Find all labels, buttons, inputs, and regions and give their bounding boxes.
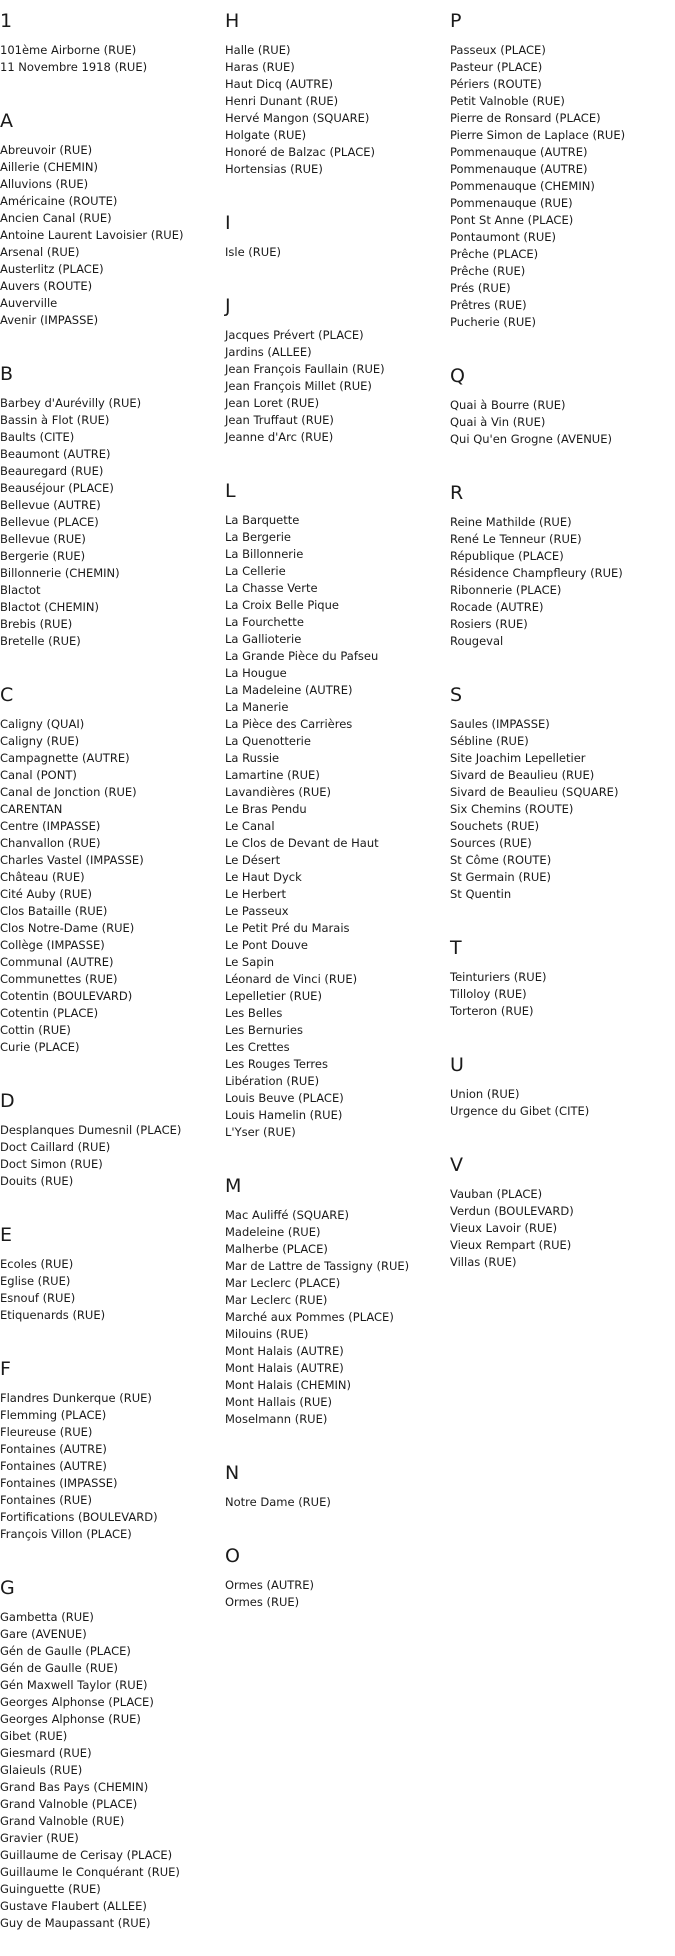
section-letter-heading: P [450,10,462,32]
street-link[interactable]: Jean François Millet (RUE) [225,379,372,393]
street-link[interactable]: Gustave Flaubert (ALLEE) [0,1899,147,1913]
street-link[interactable]: Périers (ROUTE) [450,77,542,91]
street-link[interactable]: Jean Truffaut (RUE) [225,413,334,427]
street-list [225,42,445,178]
street-link[interactable]: Sources (RUE) [450,836,532,850]
street-link[interactable]: Halle (RUE) [225,43,291,57]
street-link[interactable]: St Côme (ROUTE) [450,853,552,867]
street-link[interactable]: Eglise (RUE) [0,1274,71,1288]
street-link[interactable]: Clos Notre-Dame (RUE) [0,921,135,935]
street-link[interactable]: Les Belles [225,1006,283,1020]
street-link[interactable]: Résidence Champfleury (RUE) [450,566,623,580]
street-link[interactable]: Pont St Anne (PLACE) [450,213,574,227]
letter-section [450,481,670,674]
street-link[interactable]: La Fourchette [225,615,304,629]
street-list [0,1390,220,1543]
street-link[interactable]: Quai à Vin (RUE) [450,415,546,429]
street-link[interactable]: Rosiers (RUE) [450,617,528,631]
letter-section [225,1544,445,1635]
section-spacer [225,1141,445,1165]
street-link[interactable]: Hortensias (RUE) [225,162,323,176]
street-link[interactable]: Vauban (PLACE) [450,1187,543,1201]
section-letter-heading: F [0,1358,11,1380]
street-link[interactable]: Beauregard (RUE) [0,464,104,478]
street-list [450,716,670,903]
section-letter-heading: B [0,363,14,385]
street-list [0,1609,220,1932]
street-link[interactable]: Doct Simon (RUE) [0,1157,103,1171]
street-link[interactable]: Guinguette (RUE) [0,1882,101,1896]
street-link[interactable]: Vieux Lavoir (RUE) [450,1221,558,1235]
street-link[interactable]: Lamartine (RUE) [225,768,320,782]
letter-section [0,362,220,674]
street-link[interactable]: Beaumont (AUTRE) [0,447,111,461]
section-letter-heading: D [0,1090,15,1112]
street-link[interactable]: CARENTAN [0,802,63,816]
street-link[interactable]: La Billonnerie [225,547,304,561]
section-spacer [0,1932,220,1956]
section-letter-heading: T [450,937,462,959]
section-spacer [450,1120,670,1144]
street-link[interactable]: Georges Alphonse (PLACE) [0,1695,154,1709]
street-link[interactable]: Canal (PONT) [0,768,77,782]
street-list [450,42,670,331]
section-letter-heading: I [225,212,231,234]
street-link[interactable]: Le Désert [225,853,281,867]
letter-section [0,1223,220,1348]
street-link[interactable]: Fontaines (AUTRE) [0,1459,107,1473]
street-link[interactable]: Ancien Canal (RUE) [0,211,112,225]
street-link[interactable]: Gibet (RUE) [0,1729,68,1743]
street-link[interactable]: Libération (RUE) [225,1074,320,1088]
street-link[interactable]: Tilloloy (RUE) [450,987,527,1001]
street-link[interactable]: Les Bernuries [225,1023,303,1037]
street-link[interactable]: Campagnette (AUTRE) [0,751,130,765]
street-link[interactable]: Villas (RUE) [450,1255,517,1269]
street-link[interactable]: Austerlitz (PLACE) [0,262,104,276]
section-spacer [450,1271,670,1295]
street-link[interactable]: Fontaines (AUTRE) [0,1442,107,1456]
letter-section [0,1357,220,1567]
street-link[interactable]: Bassin à Flot (RUE) [0,413,110,427]
letter-section [225,1174,445,1452]
section-spacer [450,331,670,355]
street-link[interactable]: Jeanne d'Arc (RUE) [225,430,334,444]
street-link[interactable]: Chanvallon (RUE) [0,836,101,850]
section-letter-heading: J [225,295,231,317]
street-link[interactable]: Pucherie (RUE) [450,315,537,329]
street-link[interactable]: Abreuvoir (RUE) [0,143,93,157]
street-link[interactable]: Gén de Gaulle (PLACE) [0,1644,131,1658]
street-link[interactable]: Six Chemins (ROUTE) [450,802,574,816]
street-link[interactable]: Auvers (ROUTE) [0,279,93,293]
street-link[interactable]: Quai à Bourre (RUE) [450,398,566,412]
street-link[interactable]: Gén Maxwell Taylor (RUE) [0,1678,148,1692]
street-link[interactable]: René Le Tenneur (RUE) [450,532,582,546]
letter-section [450,1153,670,1295]
street-link[interactable]: Malherbe (PLACE) [225,1242,328,1256]
street-link[interactable]: Hervé Mangon (SQUARE) [225,111,370,125]
street-link[interactable]: Arsenal (RUE) [0,245,80,259]
street-link[interactable]: République (PLACE) [450,549,564,563]
street-link[interactable]: Sivard de Beaulieu (RUE) [450,768,595,782]
street-list [0,395,220,650]
street-link[interactable]: Gare (AVENUE) [0,1627,87,1641]
street-link[interactable]: Guy de Maupassant (RUE) [0,1916,151,1930]
street-link[interactable]: Ecoles (RUE) [0,1257,74,1271]
street-link[interactable]: Notre Dame (RUE) [225,1495,331,1509]
street-link[interactable]: Esnouf (RUE) [0,1291,76,1305]
street-link[interactable]: Pasteur (PLACE) [450,60,543,74]
street-link[interactable]: Fontaines (IMPASSE) [0,1476,118,1490]
street-index-column-2 [225,0,445,1635]
street-link[interactable]: Mar Leclerc (PLACE) [225,1276,341,1290]
street-link[interactable]: La Pièce des Carrières [225,717,353,731]
street-link[interactable]: Communettes (RUE) [0,972,118,986]
street-list [0,716,220,1056]
street-link[interactable]: Américaine (ROUTE) [0,194,118,208]
street-link[interactable]: Louis Beuve (PLACE) [225,1091,344,1105]
street-link[interactable]: Guillaume le Conquérant (RUE) [0,1865,180,1879]
street-link[interactable]: Jean Loret (RUE) [225,396,320,410]
street-link[interactable]: St Quentin [450,887,512,901]
letter-section [225,294,445,470]
street-link[interactable]: Mont Halais (CHEMIN) [225,1378,352,1392]
street-link[interactable]: Guillaume de Cerisay (PLACE) [0,1848,173,1862]
street-link[interactable]: Torteron (RUE) [450,1004,534,1018]
street-link[interactable]: Mont Halais (AUTRE) [225,1361,344,1375]
street-link[interactable]: La Madeleine (AUTRE) [225,683,353,697]
street-link[interactable]: La Croix Belle Pique [225,598,339,612]
street-link[interactable]: Souchets (RUE) [450,819,540,833]
street-link[interactable]: La Russie [225,751,280,765]
street-link[interactable]: Moselmann (RUE) [225,1412,328,1426]
letter-section [0,1089,220,1214]
street-link[interactable]: Pommenauque (AUTRE) [450,162,588,176]
street-link[interactable]: Vieux Rempart (RUE) [450,1238,572,1252]
street-link[interactable]: Barbey d'Aurévilly (RUE) [0,396,142,410]
street-list [0,1122,220,1190]
street-link[interactable]: Fleureuse (RUE) [0,1425,93,1439]
section-spacer [450,650,670,674]
letter-section [225,479,445,1165]
street-link[interactable]: Antoine Laurent Lavoisier (RUE) [0,228,184,242]
street-link[interactable]: Caligny (RUE) [0,734,80,748]
section-letter-heading: A [0,110,13,132]
street-link[interactable]: La Quenotterie [225,734,311,748]
street-link[interactable]: Le Pont Douve [225,938,309,952]
street-link[interactable]: Jacques Prévert (PLACE) [225,328,364,342]
street-link[interactable]: Lavandières (RUE) [225,785,332,799]
street-link[interactable]: Auverville [0,296,58,310]
street-link[interactable]: Mar Leclerc (RUE) [225,1293,328,1307]
street-link[interactable]: Holgate (RUE) [225,128,307,142]
street-link[interactable]: 101ème Airborne (RUE) [0,43,137,57]
street-link[interactable]: Château (RUE) [0,870,85,884]
letter-section [450,936,670,1044]
street-link[interactable]: Baults (CITE) [0,430,75,444]
section-spacer [225,178,445,202]
street-link[interactable]: Grand Bas Pays (CHEMIN) [0,1780,149,1794]
street-link[interactable]: Le Sapin [225,955,275,969]
street-link[interactable]: Alluvions (RUE) [0,177,89,191]
street-link[interactable]: Le Petit Pré du Marais [225,921,350,935]
street-link[interactable]: Communal (AUTRE) [0,955,114,969]
section-spacer [450,448,670,472]
street-link[interactable]: Etiquenards (RUE) [0,1308,106,1322]
street-link[interactable]: Verdun (BOULEVARD) [450,1204,574,1218]
letter-section [450,1053,670,1144]
street-link[interactable]: La Chasse Verte [225,581,318,595]
street-link[interactable]: Jardins (ALLEE) [225,345,312,359]
street-link[interactable]: Pommenauque (CHEMIN) [450,179,595,193]
street-link[interactable]: Desplanques Dumesnil (PLACE) [0,1123,182,1137]
street-link[interactable]: Urgence du Gibet (CITE) [450,1104,590,1118]
street-link[interactable]: L'Yser (RUE) [225,1125,296,1139]
street-link[interactable]: Prêche (PLACE) [450,247,539,261]
street-link[interactable]: Gravier (RUE) [0,1831,79,1845]
street-link[interactable]: Pontaumont (RUE) [450,230,557,244]
street-link[interactable]: Cotentin (PLACE) [0,1006,99,1020]
section-letter-heading: E [0,1224,13,1246]
section-letter-heading: C [0,684,14,706]
street-link[interactable]: Mac Auliffé (SQUARE) [225,1208,350,1222]
letter-section [450,9,670,355]
street-link[interactable]: Prêtres (RUE) [450,298,527,312]
street-link[interactable]: Blactot [0,583,41,597]
letter-section [0,683,220,1080]
section-letter-heading: V [450,1154,463,1176]
street-link[interactable]: La Gallioterie [225,632,302,646]
street-link[interactable]: Le Bras Pendu [225,802,307,816]
street-link[interactable]: Bellevue (AUTRE) [0,498,101,512]
street-list [450,1086,670,1120]
street-link[interactable]: Léonard de Vinci (RUE) [225,972,358,986]
street-link[interactable]: Ormes (AUTRE) [225,1578,315,1592]
street-link[interactable]: Reine Mathilde (RUE) [450,515,572,529]
street-link[interactable]: Cotentin (BOULEVARD) [0,989,133,1003]
street-link[interactable]: Prêche (RUE) [450,264,526,278]
street-link[interactable]: La Grande Pièce du Pafseu [225,649,379,663]
street-list [450,1186,670,1271]
street-link[interactable]: Rocade (AUTRE) [450,600,544,614]
section-letter-heading: S [450,684,463,706]
street-link[interactable]: Fontaines (RUE) [0,1493,92,1507]
street-link[interactable]: Blactot (CHEMIN) [0,600,99,614]
street-link[interactable]: La Cellerie [225,564,286,578]
section-letter-heading: M [225,1175,242,1197]
section-spacer [450,903,670,927]
street-link[interactable]: Mont Halais (AUTRE) [225,1344,344,1358]
street-link[interactable]: Fortifications (BOULEVARD) [0,1510,158,1524]
street-link[interactable]: Le Herbert [225,887,286,901]
section-letter-heading: L [225,480,236,502]
street-link[interactable]: Cité Auby (RUE) [0,887,93,901]
street-list [225,327,445,446]
street-link[interactable]: Bellevue (PLACE) [0,515,99,529]
street-link[interactable]: Saules (IMPASSE) [450,717,550,731]
street-index-column-3 [450,0,670,1295]
street-link[interactable]: Gén de Gaulle (RUE) [0,1661,118,1675]
street-link[interactable]: Le Clos de Devant de Haut [225,836,379,850]
street-list [450,969,670,1020]
street-link[interactable]: Ribonnerie (PLACE) [450,583,562,597]
letter-section [225,9,445,202]
section-spacer [225,1611,445,1635]
street-link[interactable]: La Manerie [225,700,289,714]
street-link[interactable]: Lepelletier (RUE) [225,989,322,1003]
street-link[interactable]: Pierre de Ronsard (PLACE) [450,111,601,125]
street-link[interactable]: Brebis (RUE) [0,617,73,631]
street-link[interactable]: Glaieuls (RUE) [0,1763,83,1777]
section-letter-heading: H [225,10,240,32]
section-spacer [0,1056,220,1080]
section-spacer [0,1190,220,1214]
street-link[interactable]: Louis Hamelin (RUE) [225,1108,343,1122]
letter-section [450,683,670,927]
street-link[interactable]: Mar de Lattre de Tassigny (RUE) [225,1259,410,1273]
street-link[interactable]: Sivard de Beaulieu (SQUARE) [450,785,619,799]
street-link[interactable]: Avenir (IMPASSE) [0,313,99,327]
section-letter-heading: Q [450,365,465,387]
street-link[interactable]: Clos Bataille (RUE) [0,904,108,918]
street-link[interactable]: Grand Valnoble (PLACE) [0,1797,138,1811]
street-link[interactable]: Haut Dicq (AUTRE) [225,77,334,91]
street-link[interactable]: Bellevue (RUE) [0,532,86,546]
letter-section [225,211,445,285]
street-list [450,397,670,448]
section-spacer [0,650,220,674]
street-link[interactable]: La Bergerie [225,530,291,544]
street-link[interactable]: Marché aux Pommes (PLACE) [225,1310,394,1324]
letter-section [450,364,670,472]
street-link[interactable]: Giesmard (RUE) [0,1746,92,1760]
street-list [225,1577,445,1611]
section-letter-heading: R [450,482,464,504]
street-link[interactable]: Curie (PLACE) [0,1040,80,1054]
section-spacer [225,1428,445,1452]
street-list [0,42,220,76]
street-link[interactable]: Ormes (RUE) [225,1595,300,1609]
street-list [450,514,670,650]
street-link[interactable]: Madeleine (RUE) [225,1225,321,1239]
section-spacer [225,261,445,285]
street-link[interactable]: Charles Vastel (IMPASSE) [0,853,144,867]
street-link[interactable]: Qui Qu'en Grogne (AVENUE) [450,432,612,446]
section-letter-heading: G [0,1577,15,1599]
street-list [0,1256,220,1324]
section-spacer [225,446,445,470]
letter-section [0,1576,220,1956]
street-link[interactable]: Prés (RUE) [450,281,511,295]
section-spacer [0,76,220,100]
letter-section [0,109,220,353]
street-link[interactable]: Pommenauque (RUE) [450,196,573,210]
street-link[interactable]: Petit Valnoble (RUE) [450,94,565,108]
street-link[interactable]: Georges Alphonse (RUE) [0,1712,141,1726]
street-link[interactable]: Gambetta (RUE) [0,1610,94,1624]
street-link[interactable]: Caligny (QUAI) [0,717,85,731]
street-link[interactable]: Henri Dunant (RUE) [225,94,339,108]
street-link[interactable]: Le Canal [225,819,275,833]
street-link[interactable]: Grand Valnoble (RUE) [0,1814,125,1828]
street-link[interactable]: Teinturiers (RUE) [450,970,547,984]
section-letter-heading: U [450,1054,464,1076]
street-link[interactable]: François Villon (PLACE) [0,1527,132,1541]
street-link[interactable]: Bergerie (RUE) [0,549,86,563]
street-link[interactable]: Collège (IMPASSE) [0,938,105,952]
street-link[interactable]: 11 Novembre 1918 (RUE) [0,60,148,74]
street-list [225,1207,445,1428]
street-list [225,512,445,1141]
street-link[interactable]: Centre (IMPASSE) [0,819,101,833]
street-link[interactable]: Douits (RUE) [0,1174,74,1188]
street-list [225,244,445,261]
street-link[interactable]: Pierre Simon de Laplace (RUE) [450,128,626,142]
street-link[interactable]: Canal de Jonction (RUE) [0,785,137,799]
street-link[interactable]: Pommenauque (AUTRE) [450,145,588,159]
street-link[interactable]: Site Joachim Lepelletier [450,751,586,765]
section-spacer [225,1511,445,1535]
street-link[interactable]: Flandres Dunkerque (RUE) [0,1391,152,1405]
street-link[interactable]: Beauséjour (PLACE) [0,481,114,495]
street-link[interactable]: Flemming (PLACE) [0,1408,107,1422]
street-link[interactable]: Le Haut Dyck [225,870,302,884]
letter-section [0,9,220,100]
section-letter-heading: N [225,1462,240,1484]
section-letter-heading: O [225,1545,240,1567]
street-link[interactable]: Aillerie (CHEMIN) [0,160,99,174]
street-index-column-1 [0,0,220,1956]
street-link[interactable]: Haras (RUE) [225,60,295,74]
street-link[interactable]: Le Passeux [225,904,289,918]
section-spacer [0,329,220,353]
street-link[interactable]: Mont Hallais (RUE) [225,1395,333,1409]
street-link[interactable]: Sébline (RUE) [450,734,529,748]
street-link[interactable]: Isle (RUE) [225,245,281,259]
street-link[interactable]: La Barquette [225,513,300,527]
street-link[interactable]: Union (RUE) [450,1087,520,1101]
street-link[interactable]: Jean François Faullain (RUE) [225,362,385,376]
street-link[interactable]: Les Crettes [225,1040,290,1054]
street-link[interactable]: Les Rouges Terres [225,1057,328,1071]
street-link[interactable]: La Hougue [225,666,287,680]
letter-section [225,1461,445,1535]
section-spacer [450,1020,670,1044]
street-link[interactable]: Passeux (PLACE) [450,43,546,57]
section-spacer [0,1324,220,1348]
street-link[interactable]: Cottin (RUE) [0,1023,71,1037]
street-link[interactable]: Rougeval [450,634,504,648]
street-list [225,1494,445,1511]
street-link[interactable]: Billonnerie (CHEMIN) [0,566,120,580]
street-link[interactable]: Honoré de Balzac (PLACE) [225,145,375,159]
street-link[interactable]: Doct Caillard (RUE) [0,1140,111,1154]
street-link[interactable]: St Germain (RUE) [450,870,552,884]
street-list [0,142,220,329]
section-letter-heading: 1 [0,10,13,32]
section-spacer [0,1543,220,1567]
street-link[interactable]: Milouins (RUE) [225,1327,309,1341]
street-link[interactable]: Bretelle (RUE) [0,634,81,648]
